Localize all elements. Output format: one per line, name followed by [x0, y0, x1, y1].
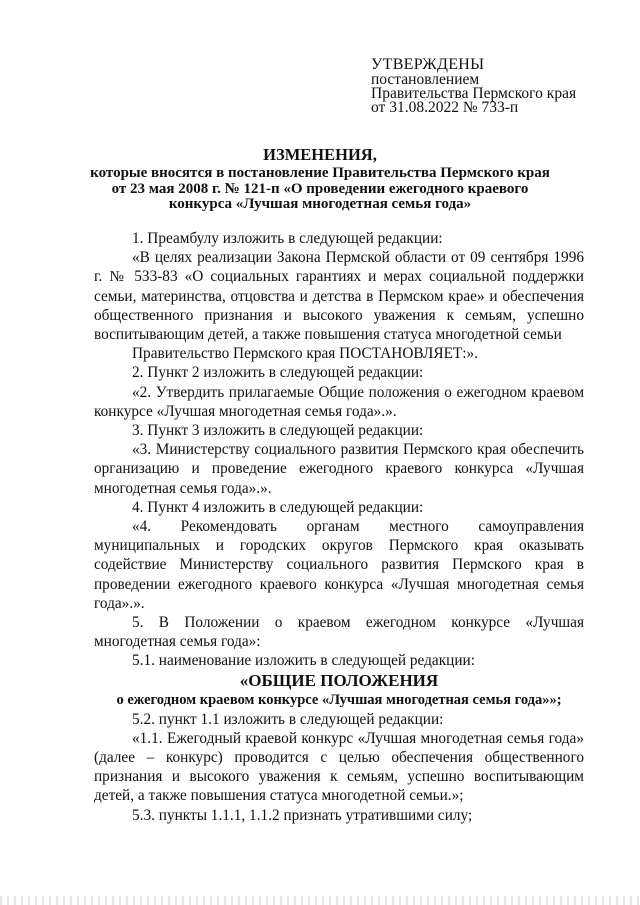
paragraph-13: «1.1. Ежегодный краевой конкурс «Лучшая многодетная семья года» (далее – конкурс) проводится с целью обеспечения общественного признания и высокого уважения к семьям, успешно воспитывающим детей, а также повышения статуса многодетной семьи.»; — [94, 729, 584, 805]
paragraph-8: 4. Пункт 4 изложить в следующей редакции: — [132, 498, 424, 516]
approval-line-date: от 31.08.2022 № 733-п — [371, 99, 519, 116]
paragraph-2: «В целях реализации Закона Пермской области от 09 сентября 1996 г. № 533-83 «О социальных гарантиях и мерах социальной поддержки семьи, материнства, отцовства и детства в Пермском крае» и обеспечения общественного признания и высокого уважения к семьям, успешно воспитывающим детей, а также повышения статуса многодетной семьи — [94, 249, 584, 344]
paragraph-6: 3. Пункт 3 изложить в следующей редакции: — [132, 422, 424, 440]
approval-line-resolution: постановлением — [371, 71, 480, 88]
document-body — [94, 229, 584, 825]
title-line-2: от 23 мая 2008 г. № 121-п «О проведении ежегодного краевого — [111, 180, 529, 197]
scan-edge-artifact — [0, 896, 640, 905]
approval-title: УТВЕРЖДЕНЫ — [371, 56, 485, 73]
document-title — [60, 146, 580, 213]
paragraph-14: 5.3. пункты 1.1.1, 1.1.2 признать утратившими силу; — [132, 806, 473, 824]
title-line-1: которые вносятся в постановление Правительства Пермского края — [90, 165, 550, 181]
paragraph-5: «2. Утвердить прилагаемые Общие положения о ежегодном краевом конкурсе «Лучшая многодетная семья года».». — [94, 383, 584, 420]
paragraph-1: 1. Преамбулу изложить в следующей редакции: — [132, 230, 443, 247]
paragraph-4: 2. Пункт 2 изложить в следующей редакции: — [132, 364, 424, 382]
paragraph-3: Правительство Пермского края ПОСТАНОВЛЯЕТ:». — [132, 345, 478, 363]
section-subheading: о ежегодном краевом конкурсе «Лучшая многодетная семья года»»; — [116, 691, 562, 708]
section-heading: «ОБЩИЕ ПОЛОЖЕНИЯ — [239, 670, 439, 690]
approval-stamp — [371, 57, 576, 115]
paragraph-11: 5.1. наименование изложить в следующей редакции: — [132, 652, 475, 670]
title-main: ИЗМЕНЕНИЯ, — [263, 145, 377, 164]
paragraph-7: «3. Министерству социального развития Пермского края обеспечить организацию и проведение ежегодного краевого конкурса «Лучшая многодетная семья года».». — [94, 441, 584, 497]
paragraph-10: 5. В Положении о краевом ежегодном конкурсе «Лучшая многодетная семья года»: — [94, 614, 584, 651]
approval-line-government: Правительства Пермского края — [371, 85, 577, 102]
title-line-3: конкурса «Лучшая многодетная семья года» — [168, 196, 472, 212]
paragraph-9: «4. Рекомендовать органам местного самоуправления муниципальных и городских округов Пермского края оказывать содействие Министерству социального развития Пермского края в проведении ежегодного краевого конкурса «Лучшая многодетная семья года».». — [94, 518, 584, 612]
paragraph-12: 5.2. пункт 1.1 изложить в следующей редакции: — [132, 710, 444, 728]
